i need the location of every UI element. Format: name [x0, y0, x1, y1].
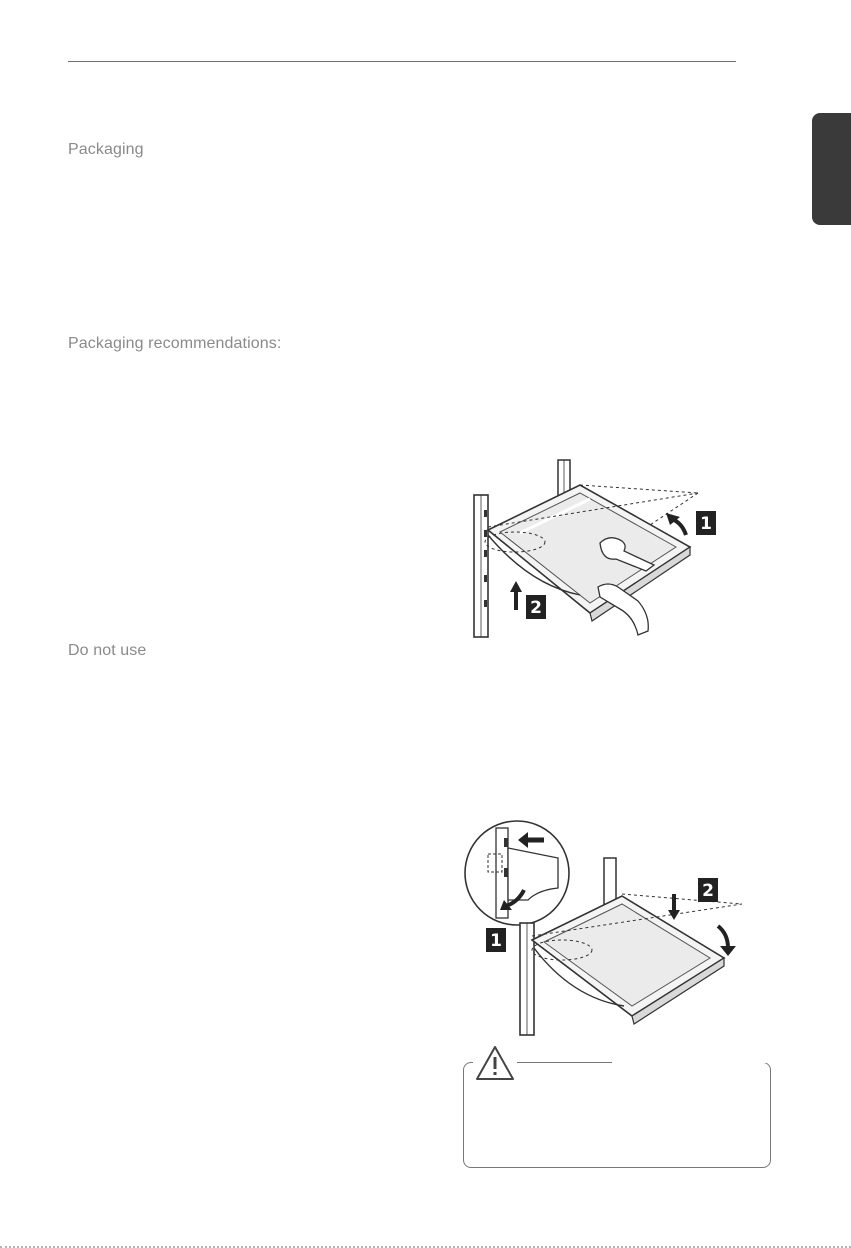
shelf-install-illustration — [452, 808, 752, 1038]
language-side-tab — [812, 113, 851, 225]
section-heading-do-not-use: Do not use — [68, 642, 147, 659]
header-rule — [68, 61, 736, 62]
section-heading-packaging-recommendations: Packaging recommendations: — [68, 335, 282, 352]
shelf-removal-illustration — [440, 455, 730, 645]
step-label-1: 1 — [700, 514, 712, 534]
install-step-label-2: 2 — [702, 881, 714, 901]
caution-title-gap — [612, 1061, 770, 1063]
step-label-2: 2 — [530, 598, 542, 618]
install-step-label-1: 1 — [490, 931, 502, 951]
shelf-removal-drawing — [440, 455, 730, 645]
warning-triangle-icon — [473, 1043, 517, 1083]
section-heading-packaging: Packaging — [68, 141, 144, 158]
shelf-install-drawing — [452, 808, 752, 1038]
